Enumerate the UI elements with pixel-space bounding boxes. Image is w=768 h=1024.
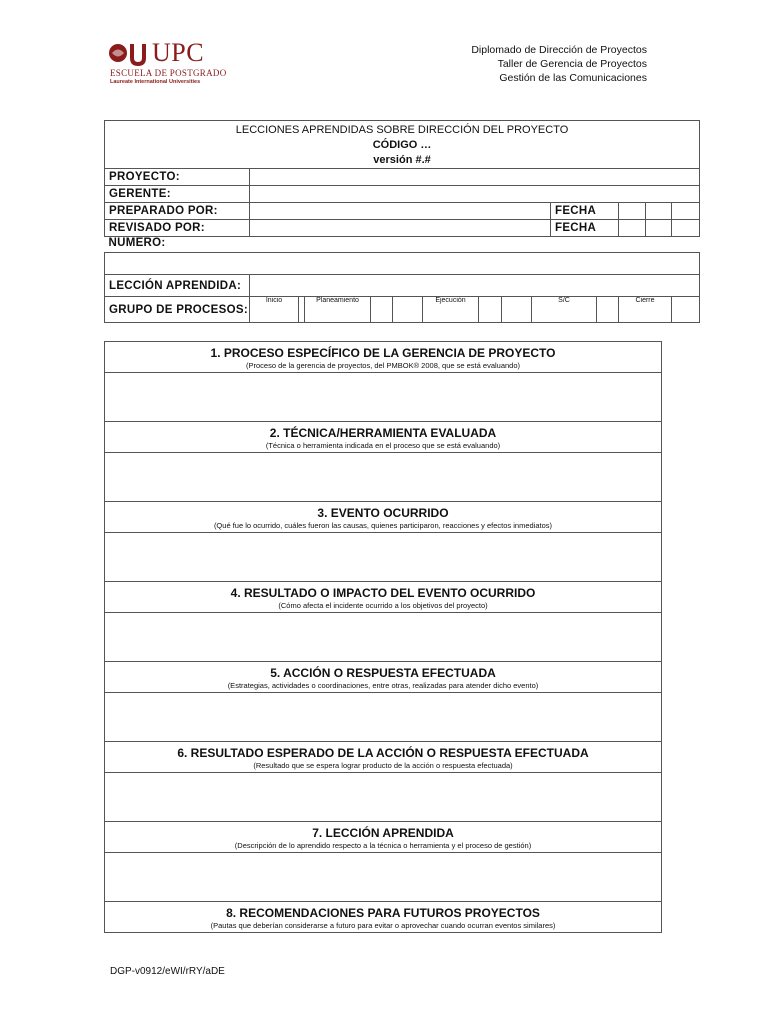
section-title: 2. TÉCNICA/HERRAMIENTA EVALUADA xyxy=(105,422,662,442)
header-line-3: Gestión de las Comunicaciones xyxy=(499,72,647,84)
document-header xyxy=(471,43,647,85)
numero-label: NÚMERO: xyxy=(105,237,700,253)
proceso-sc-label: S/C xyxy=(532,297,597,323)
section-title: 8. RECOMENDACIONES PARA FUTUROS PROYECTOS xyxy=(105,902,662,922)
section-answer-field[interactable] xyxy=(105,853,662,902)
section-subtitle: (Descripción de lo aprendido respecto a la técnica o herramienta y el proceso de gestión) xyxy=(105,841,662,853)
proceso-spacer-1 xyxy=(393,297,423,323)
sections-table xyxy=(104,341,662,933)
section-subtitle: (Resultado que se espera lograr producto de la acción o respuesta efectuada) xyxy=(105,761,662,773)
proyecto-field[interactable] xyxy=(250,169,700,186)
section-subtitle: (Cómo afecta el incidente ocurrido a los objetivos del proyecto) xyxy=(105,601,662,613)
section-subtitle: (Técnica o herramienta indicada en el proceso que se está evaluando) xyxy=(105,441,662,453)
proceso-ejecucion-box[interactable] xyxy=(479,297,502,323)
upc-logo xyxy=(108,38,228,90)
fecha-2-month[interactable] xyxy=(646,220,672,237)
proceso-planeamiento-box[interactable] xyxy=(371,297,393,323)
section-answer-field[interactable] xyxy=(105,373,662,422)
proceso-ejecucion-label: Ejecución xyxy=(423,297,479,323)
section-title: 6. RESULTADO ESPERADO DE LA ACCIÓN O RESPUESTA EFECTUADA xyxy=(105,742,662,762)
fecha-2-day[interactable] xyxy=(619,220,646,237)
preparado-field[interactable] xyxy=(250,203,551,220)
revisado-label: REVISADO POR: xyxy=(105,220,250,237)
fecha-label-1: FECHA xyxy=(551,203,619,220)
logo-brand: UPC xyxy=(152,38,205,67)
section-subtitle: (Estrategias, actividades o coordinaciones, entre otras, realizadas para atender dicho evento) xyxy=(105,681,662,693)
grupo-procesos-label: GRUPO DE PROCESOS: xyxy=(105,297,250,323)
gerente-label: GERENTE: xyxy=(105,186,250,203)
header-line-1: Diplomado de Dirección de Proyectos xyxy=(471,44,647,56)
section-answer-field[interactable] xyxy=(105,453,662,502)
section-title: 3. EVENTO OCURRIDO xyxy=(105,502,662,522)
logo-network: Laureate International Universities xyxy=(110,79,201,85)
fecha-1-day[interactable] xyxy=(619,203,646,220)
form-title-cell xyxy=(105,121,700,169)
proceso-sc-box[interactable] xyxy=(597,297,619,323)
section-subtitle: (Proceso de la gerencia de proyectos, del PMBOK® 2008, que se está evaluando) xyxy=(105,361,662,373)
header-form-table xyxy=(104,120,700,323)
fecha-label-2: FECHA xyxy=(551,220,619,237)
proceso-cierre-label: Cierre xyxy=(619,297,672,323)
section-title: 4. RESULTADO O IMPACTO DEL EVENTO OCURRIDO xyxy=(105,582,662,602)
leccion-field[interactable] xyxy=(250,275,700,297)
proceso-inicio-label: Inicio xyxy=(250,297,299,323)
section-subtitle: (Pautas que deberían considerarse a futuro para evitar o aprovechar cuando ocurran eventos similares) xyxy=(105,921,662,933)
section-answer-field[interactable] xyxy=(105,693,662,742)
proyecto-label: PROYECTO: xyxy=(105,169,250,186)
upc-emblem-icon xyxy=(108,40,148,70)
preparado-label: PREPARADO POR: xyxy=(105,203,250,220)
revisado-field[interactable] xyxy=(250,220,551,237)
form-code: CÓDIGO … xyxy=(372,139,432,151)
proceso-cierre-box[interactable] xyxy=(672,297,700,323)
section-answer-field[interactable] xyxy=(105,533,662,582)
proceso-spacer-2 xyxy=(502,297,532,323)
document-code: DGP-v0912/eWI/rRY/aDE xyxy=(110,966,225,977)
fecha-2-year[interactable] xyxy=(672,220,700,237)
fecha-1-year[interactable] xyxy=(672,203,700,220)
section-subtitle: (Qué fue lo ocurrido, cuáles fueron las causas, quienes participaron, reacciones y efectos inmediatos) xyxy=(105,521,662,533)
section-answer-field[interactable] xyxy=(105,613,662,662)
section-title: 7. LECCIÓN APRENDIDA xyxy=(105,822,662,842)
header-line-2: Taller de Gerencia de Proyectos xyxy=(497,58,647,70)
section-title: 1. PROCESO ESPECÍFICO DE LA GERENCIA DE PROYECTO xyxy=(105,342,662,362)
form-version: versión #.# xyxy=(373,154,431,166)
section-title: 5. ACCIÓN O RESPUESTA EFECTUADA xyxy=(105,662,662,682)
logo-school: ESCUELA DE POSTGRADO xyxy=(110,68,227,78)
section-answer-field[interactable] xyxy=(105,773,662,822)
gerente-field[interactable] xyxy=(250,186,700,203)
numero-field[interactable] xyxy=(105,253,700,275)
form-title: LECCIONES APRENDIDAS SOBRE DIRECCIÓN DEL PROYECTO xyxy=(235,124,569,136)
leccion-label: LECCIÓN APRENDIDA: xyxy=(105,275,250,297)
fecha-1-month[interactable] xyxy=(646,203,672,220)
proceso-planeamiento-label: Planeamiento xyxy=(305,297,371,323)
